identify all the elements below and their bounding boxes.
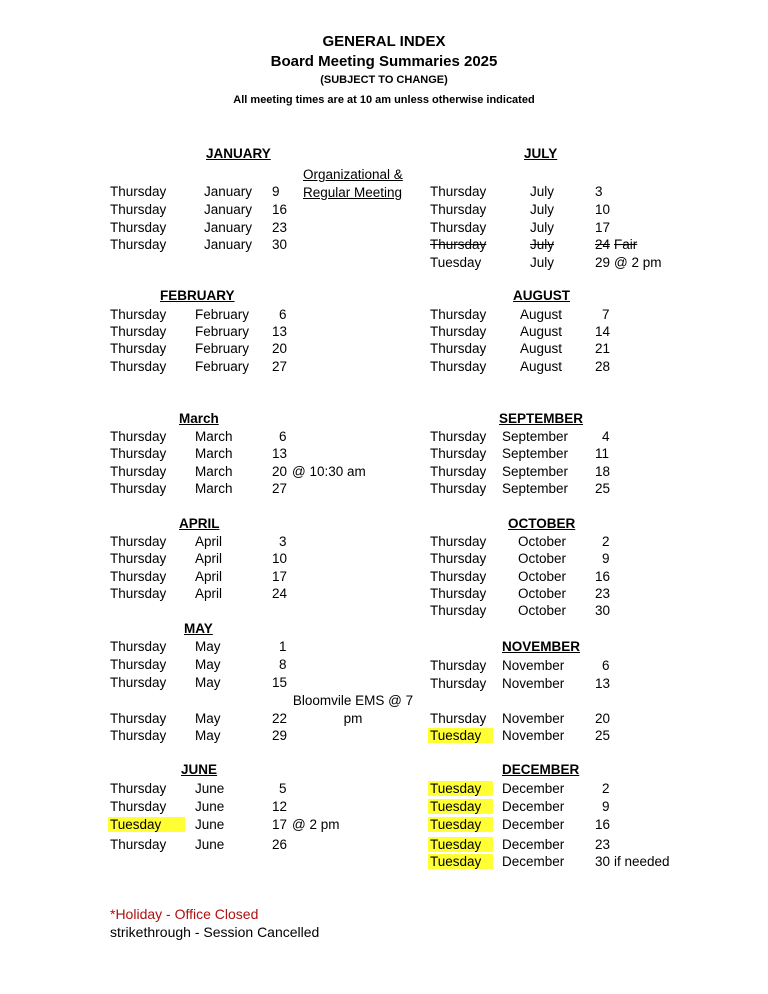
row-day: Thursday xyxy=(430,676,487,691)
row-day-highlighted: Tuesday xyxy=(430,837,493,853)
row-date: 14 xyxy=(595,324,611,339)
row-date: 25 xyxy=(595,728,611,743)
row-date: 30 xyxy=(595,603,611,618)
row-day: Thursday xyxy=(110,837,167,852)
row-day-highlighted: Tuesday xyxy=(430,728,493,744)
row-day: Thursday xyxy=(430,220,487,235)
row-month: January xyxy=(204,184,253,199)
row-date: 4 xyxy=(602,429,610,444)
row-day: Thursday xyxy=(430,603,487,618)
month-heading-june: JUNE xyxy=(181,762,218,777)
page-subtitle: Board Meeting Summaries 2025 xyxy=(270,53,498,70)
row-date: 30 xyxy=(272,237,288,252)
row-date: 20 xyxy=(272,464,288,479)
row-month: April xyxy=(195,586,223,601)
row-month: May xyxy=(195,639,221,654)
row-day: Thursday xyxy=(110,202,167,217)
row-date: 23 xyxy=(595,586,611,601)
row-date: 27 xyxy=(272,359,288,374)
row-day: Tuesday xyxy=(430,255,482,270)
row-month: April xyxy=(195,551,223,566)
row-month: November xyxy=(502,728,565,743)
row-date: 17 xyxy=(595,220,611,235)
row-date: 13 xyxy=(272,324,288,339)
row-date: 7 xyxy=(602,307,610,322)
strikethrough-legend: strikethrough - Session Cancelled xyxy=(110,924,320,940)
row-month: October xyxy=(518,603,567,618)
row-month: June xyxy=(195,837,225,852)
row-month: October xyxy=(518,586,567,601)
row-day: Thursday xyxy=(430,464,487,479)
row-date: 25 xyxy=(595,481,611,496)
row-day-highlighted: Tuesday xyxy=(430,817,493,833)
organizational-note-line2: Regular Meeting xyxy=(303,185,403,200)
row-date: 10 xyxy=(595,202,611,217)
row-month: January xyxy=(204,237,253,252)
row-date: 29 xyxy=(272,728,288,743)
row-day: Thursday xyxy=(430,446,487,461)
month-heading-may: MAY xyxy=(184,621,213,636)
row-date: 12 xyxy=(272,799,288,814)
row-day: Thursday xyxy=(110,481,167,496)
row-day: Thursday xyxy=(430,341,487,356)
row-day: Thursday xyxy=(110,324,167,339)
row-month: August xyxy=(520,359,563,374)
row-day: Thursday xyxy=(430,481,487,496)
month-heading-september: SEPTEMBER xyxy=(499,411,584,426)
row-date: 6 xyxy=(279,429,287,444)
row-date: 30 xyxy=(595,854,611,869)
row-date: 20 xyxy=(595,711,611,726)
month-heading-october: OCTOBER xyxy=(508,516,576,531)
organizational-note-line1: Organizational & xyxy=(303,167,403,182)
row-month: October xyxy=(518,569,567,584)
row-month: September xyxy=(502,481,569,496)
row-month: March xyxy=(195,429,233,444)
month-heading-april: APRIL xyxy=(179,516,220,531)
row-month: June xyxy=(195,799,225,814)
row-month: March xyxy=(195,446,233,461)
holiday-legend: *Holiday - Office Closed xyxy=(110,906,259,922)
row-date: 9 xyxy=(272,184,280,199)
row-month: April xyxy=(195,569,223,584)
row-month: July xyxy=(530,220,555,235)
row-month: November xyxy=(502,658,565,673)
row-day: Thursday xyxy=(110,799,167,814)
row-day: Thursday xyxy=(110,307,167,322)
month-heading-july: JULY xyxy=(524,146,558,161)
row-month: July xyxy=(530,184,555,199)
row-note: @ 2 pm xyxy=(614,255,662,270)
row-month: November xyxy=(502,676,565,691)
row-date: 2 xyxy=(602,534,610,549)
row-day: Thursday xyxy=(430,711,487,726)
subject-notice: (SUBJECT TO CHANGE) xyxy=(320,74,448,86)
row-date: 11 xyxy=(595,446,610,461)
row-date: 9 xyxy=(602,799,610,814)
row-day: Thursday xyxy=(110,341,167,356)
row-day: Thursday xyxy=(110,711,167,726)
row-day: Thursday xyxy=(110,551,167,566)
row-day: Thursday xyxy=(430,324,487,339)
row-month: July xyxy=(530,255,555,270)
row-day: Thursday xyxy=(430,202,487,217)
row-day: Thursday xyxy=(430,658,487,673)
row-date: 3 xyxy=(595,184,603,199)
row-day-highlighted: Tuesday xyxy=(430,799,493,815)
row-date-cancelled: 24 xyxy=(595,237,611,252)
month-heading-february: FEBRUARY xyxy=(160,288,235,303)
row-date: 13 xyxy=(595,676,611,691)
row-day: Thursday xyxy=(430,307,487,322)
row-date: 20 xyxy=(272,341,288,356)
row-day: Thursday xyxy=(110,728,167,743)
row-date: 26 xyxy=(272,837,288,852)
row-month: October xyxy=(518,551,567,566)
row-date: 15 xyxy=(272,675,288,690)
row-day: Thursday xyxy=(430,184,487,199)
row-day-cancelled: Thursday xyxy=(430,237,487,252)
row-date: 6 xyxy=(602,658,610,673)
row-month: December xyxy=(502,854,565,869)
row-day: Thursday xyxy=(110,446,167,461)
row-month: February xyxy=(195,341,250,356)
row-month: February xyxy=(195,324,250,339)
row-note-cancelled: Fair xyxy=(614,237,638,252)
row-day: Thursday xyxy=(110,781,167,796)
row-date: 13 xyxy=(272,446,288,461)
row-date: 23 xyxy=(272,220,288,235)
row-day: Thursday xyxy=(110,429,167,444)
row-date: 5 xyxy=(279,781,287,796)
row-day: Thursday xyxy=(110,534,167,549)
row-date: 29 xyxy=(595,255,611,270)
row-month: October xyxy=(518,534,567,549)
month-heading-january: JANUARY xyxy=(206,146,271,161)
row-month: September xyxy=(502,429,569,444)
row-month: June xyxy=(195,781,225,796)
row-day-highlighted: Tuesday xyxy=(430,854,493,870)
row-day: Thursday xyxy=(110,184,167,199)
row-day: Thursday xyxy=(110,220,167,235)
row-month: May xyxy=(195,711,221,726)
row-note: @ 2 pm xyxy=(292,817,340,832)
row-month: September xyxy=(502,446,569,461)
row-date: 9 xyxy=(602,551,610,566)
row-date: 6 xyxy=(279,307,287,322)
month-heading-august: AUGUST xyxy=(513,288,570,303)
row-day: Thursday xyxy=(110,675,167,690)
row-date: 28 xyxy=(595,359,611,374)
row-date: 23 xyxy=(595,837,611,852)
row-date: 22 xyxy=(272,711,288,726)
row-day: Thursday xyxy=(430,551,487,566)
row-date: 27 xyxy=(272,481,288,496)
row-month: May xyxy=(195,675,221,690)
row-month: August xyxy=(520,324,563,339)
row-day: Thursday xyxy=(110,657,167,672)
row-date: 1 xyxy=(279,639,287,654)
row-month: January xyxy=(204,202,253,217)
row-day: Thursday xyxy=(110,639,167,654)
row-date: 2 xyxy=(602,781,610,796)
row-date: 21 xyxy=(595,341,611,356)
row-note: if needed xyxy=(614,854,670,869)
row-month-cancelled: July xyxy=(530,237,555,252)
row-month: May xyxy=(195,657,221,672)
row-day: Thursday xyxy=(430,534,487,549)
row-month: June xyxy=(195,817,225,832)
row-month: December xyxy=(502,799,565,814)
row-date: 16 xyxy=(595,569,611,584)
row-month: August xyxy=(520,307,563,322)
row-day-highlighted: Tuesday xyxy=(430,781,493,797)
row-month: February xyxy=(195,359,250,374)
month-heading-november: NOVEMBER xyxy=(502,639,581,654)
row-month: September xyxy=(502,464,569,479)
row-month: November xyxy=(502,711,565,726)
row-date: 3 xyxy=(279,534,287,549)
row-month: August xyxy=(520,341,563,356)
row-month: July xyxy=(530,202,555,217)
row-date: 17 xyxy=(272,569,288,584)
row-note: @ 10:30 am xyxy=(292,464,366,479)
row-date: 24 xyxy=(272,586,288,601)
row-day: Thursday xyxy=(430,429,487,444)
row-day-highlighted: Tuesday xyxy=(110,817,185,833)
row-month: March xyxy=(195,481,233,496)
row-day: Thursday xyxy=(110,464,167,479)
row-day: Thursday xyxy=(110,569,167,584)
row-day: Thursday xyxy=(110,586,167,601)
row-date: 16 xyxy=(272,202,288,217)
row-month: December xyxy=(502,837,565,852)
row-day: Thursday xyxy=(430,569,487,584)
row-date: 10 xyxy=(272,551,288,566)
month-heading-march: March xyxy=(179,411,219,426)
row-day: Thursday xyxy=(430,359,487,374)
row-day: Thursday xyxy=(110,359,167,374)
row-month: April xyxy=(195,534,223,549)
row-month: March xyxy=(195,464,233,479)
row-day: Thursday xyxy=(110,237,167,252)
row-date: 17 xyxy=(272,817,288,832)
month-heading-december: DECEMBER xyxy=(502,762,580,777)
bloomvile-note: Bloomvile EMS @ 7 pm xyxy=(292,693,414,726)
row-month: December xyxy=(502,781,565,796)
row-date: 16 xyxy=(595,817,611,832)
row-day: Thursday xyxy=(430,586,487,601)
row-month: February xyxy=(195,307,250,322)
page-title: GENERAL INDEX xyxy=(322,33,446,50)
row-date: 18 xyxy=(595,464,611,479)
time-notice: All meeting times are at 10 am unless otherwise indicated xyxy=(233,94,535,106)
row-date: 8 xyxy=(279,657,287,672)
row-month: May xyxy=(195,728,221,743)
row-month: December xyxy=(502,817,565,832)
row-month: January xyxy=(204,220,253,235)
